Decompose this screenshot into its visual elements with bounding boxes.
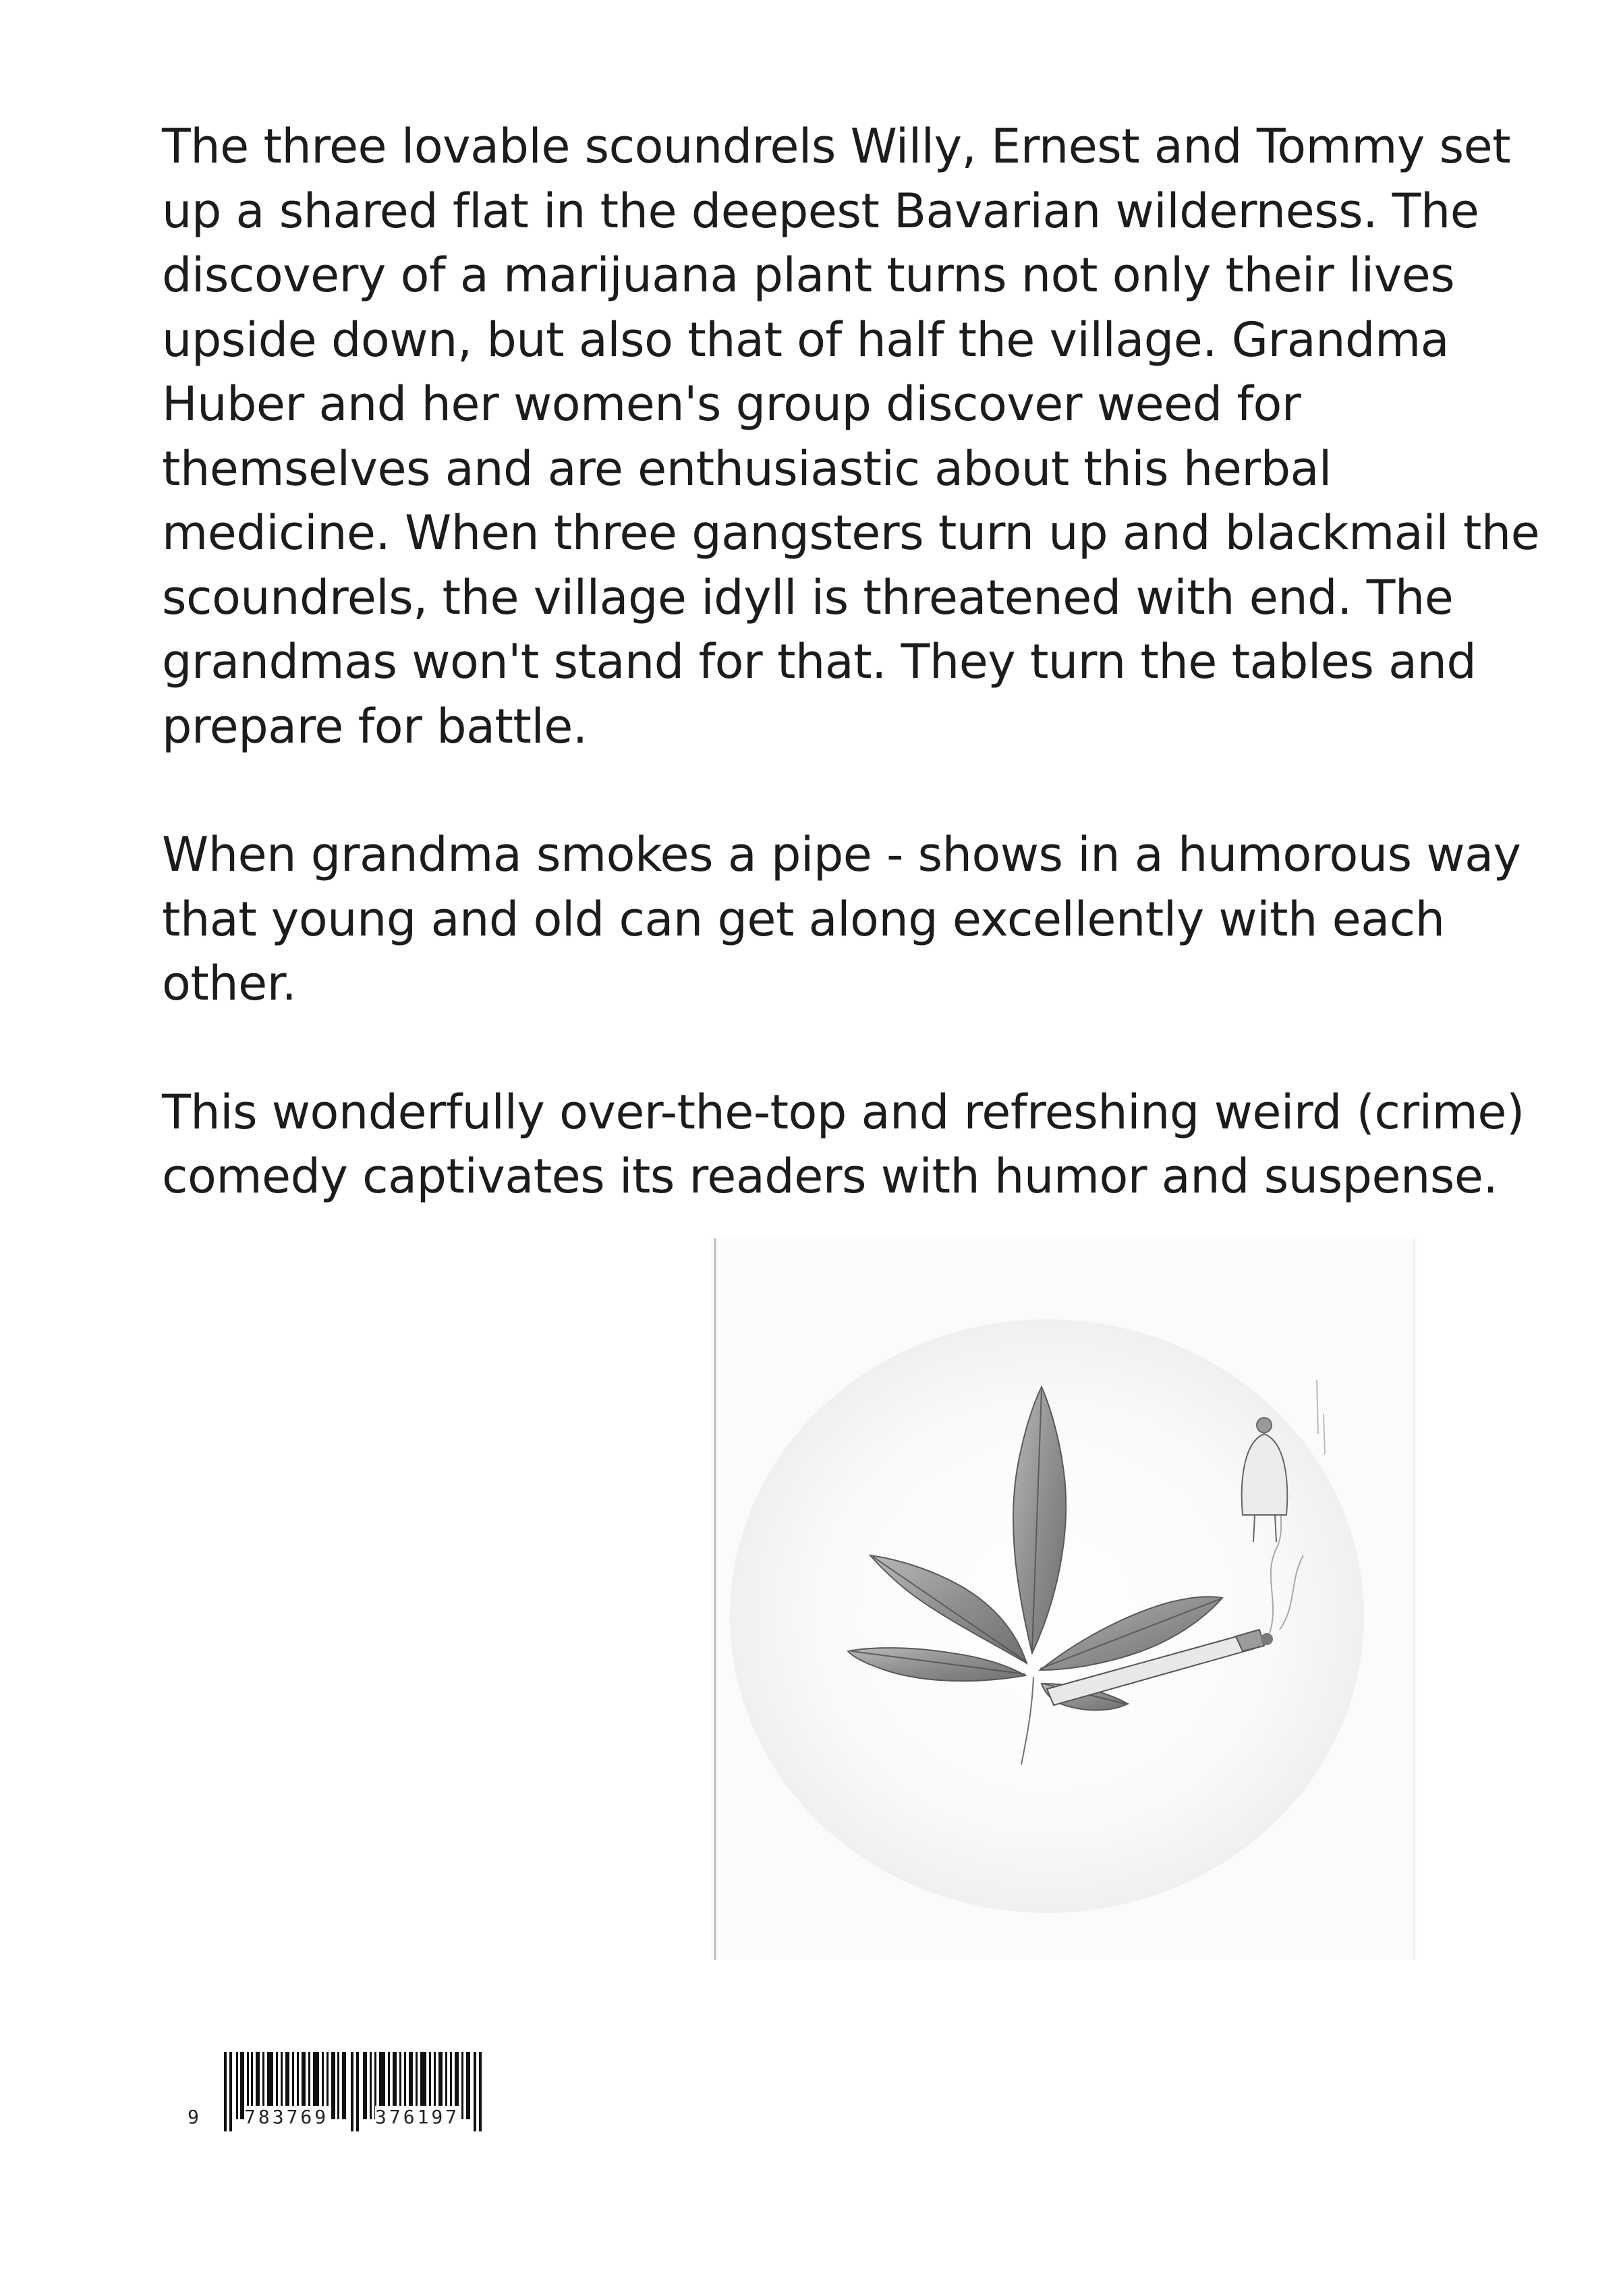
blurb-paragraph-3: This wonderfully over-the-top and refreshing weird (crime) comedy captivates its readers with humor and suspense. xyxy=(162,1084,1525,1204)
blurb-text xyxy=(162,115,1552,1209)
blurb-paragraph-2: When grandma smokes a pipe - shows in a humorous way that young and old can get along excellently with each other. xyxy=(162,827,1521,1011)
blurb-paragraph-1: The three lovable scoundrels Willy, Ernest and Tommy set up a shared flat in the deepest Bavarian wilderness. The discovery of a marijuana plant turns not only their lives upside down, but also that of half the village. Grandma Huber and her women's group discover weed for themselves and are enthusiastic about this herbal medicine. When three gangsters turn up and blackmail the scoundrels, the village idyll is threatened with end. The grandmas won't stand for that. They turn the tables and prepare for battle. xyxy=(162,119,1540,754)
barcode-left-digits: 783769 xyxy=(244,2106,329,2128)
barcode-right-digits: 376197 xyxy=(375,2106,460,2128)
barcode-first-digit: 9 xyxy=(188,2106,202,2128)
cannabis-leaf-illustration xyxy=(710,1238,1417,1960)
